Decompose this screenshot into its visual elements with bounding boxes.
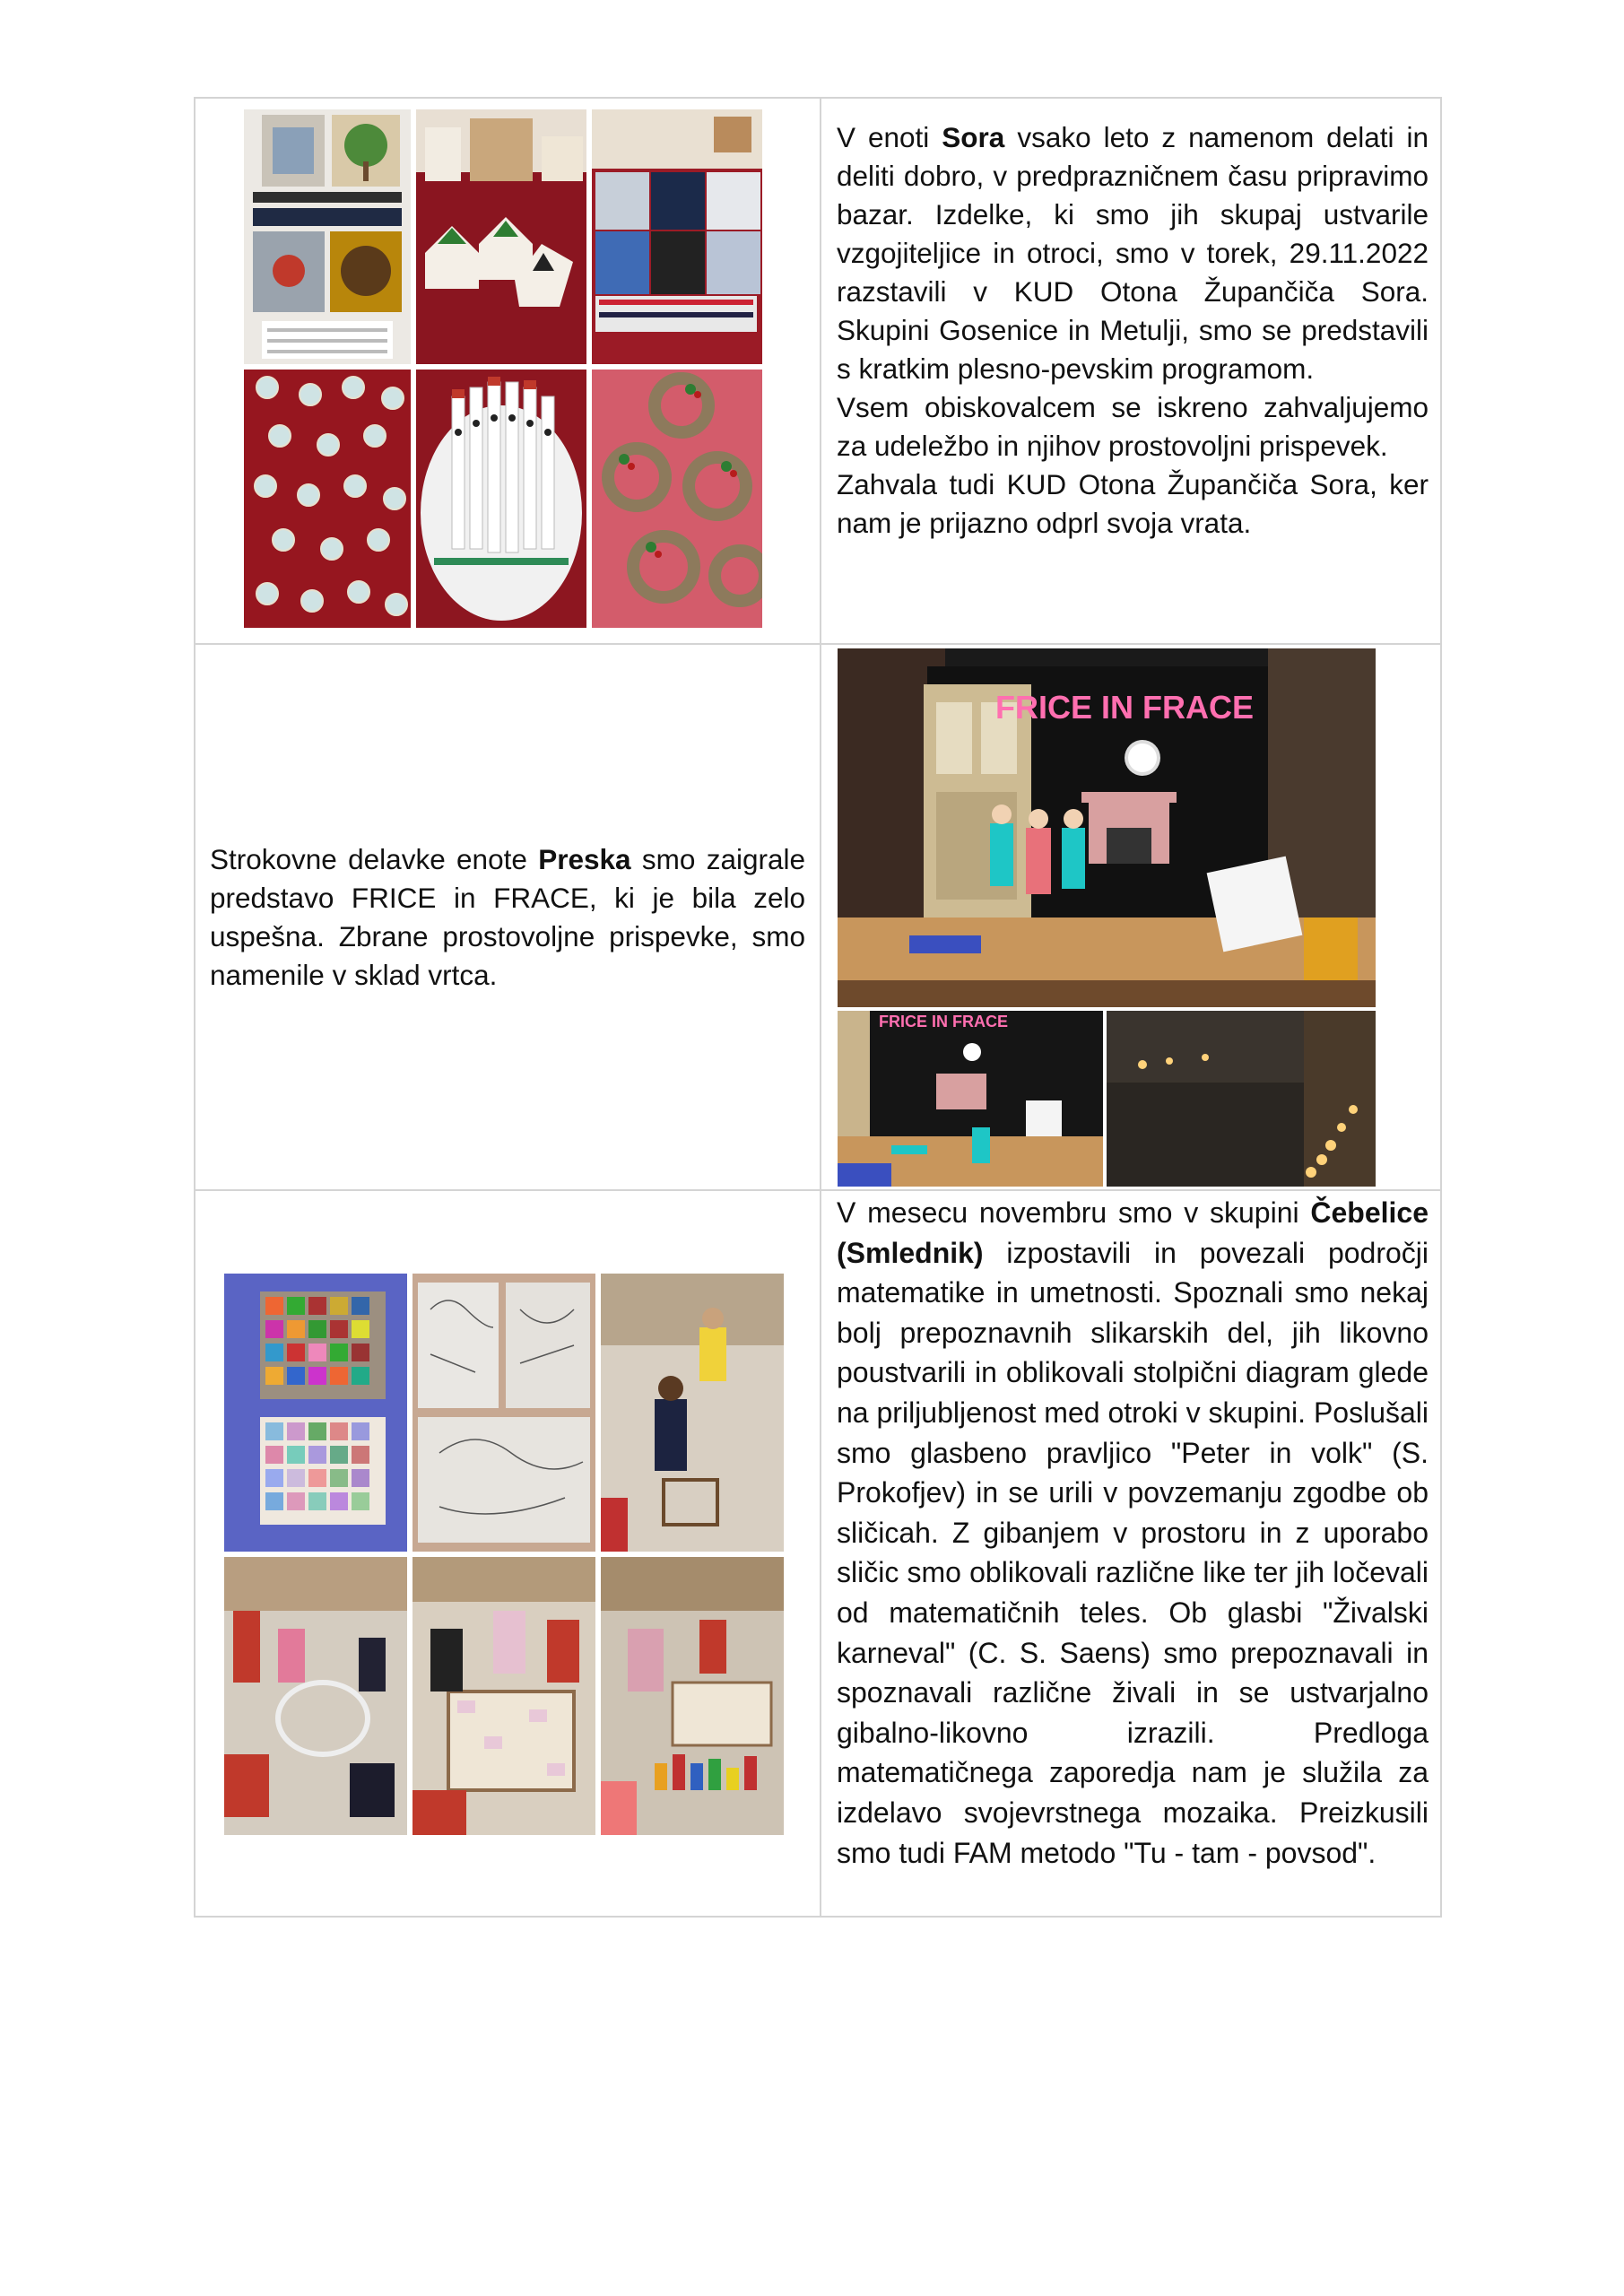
cebelice-photo-collage: [195, 1191, 820, 1916]
photo-ornaments: [244, 370, 411, 628]
row-cebelice: [195, 1189, 1440, 1916]
photo-wreaths: [592, 370, 762, 628]
sora-text-cell: [821, 99, 1440, 643]
sora-paragraph-1: V enoti Sora vsako leto z namenom delati in deliti dobro, v predprazničnem času pripravimo bazar. Izdelke, ki smo jih skupaj ustvarile vzgojiteljice in otroci, smo v torek, 29.11.2022 razstavili v KUD Otona Župančiča Sora. Skupini Gosenice in Metulji, smo se predstavili s kratkim plesno-pevskim programom.: [837, 121, 1429, 385]
cebelice-text: [837, 1193, 1429, 1873]
cebelice-text-cell: [821, 1191, 1440, 1916]
photo-stage-performance: [838, 648, 1376, 1007]
photo-basket-crafts: [416, 370, 586, 628]
photo-christmas-cards: [416, 109, 586, 364]
photo-fabric-items: [592, 109, 762, 364]
sora-paragraph-2: Vsem obiskovalcem se iskreno zahvaljujemo za udeležbo in njihov prostovoljni prispevek.: [837, 391, 1429, 462]
preska-text: [210, 840, 805, 995]
photo-blocks: [601, 1557, 784, 1835]
photo-stage-small: [838, 1011, 1103, 1187]
row-preska: [195, 643, 1440, 1189]
stage-sign-small: FRICE IN FRACE: [879, 1013, 1008, 1031]
preska-paragraph: Strokovne delavke enote Preska smo zaigrale predstavo FRICE in FRACE, ki je bila zelo uspešna. Zbrane prostovoljne prispevke, smo namenile v sklad vrtca.: [210, 843, 806, 991]
sora-paragraph-3: Zahvala tudi KUD Otona Župančiča Sora, ker nam je prijazno odprl svoja vrata.: [837, 468, 1429, 539]
sora-text: [837, 118, 1429, 543]
photo-drawings: [413, 1274, 595, 1552]
photo-floor-circle: [224, 1557, 407, 1835]
stage-sign: FRICE IN FRACE: [995, 689, 1254, 726]
preska-photo-collage: [821, 645, 1440, 1189]
preska-text-cell: [195, 645, 820, 1189]
cebelice-paragraph: V mesecu novembru smo v skupini Čebelice (Smlednik) izpostavili in povezali področji matematike in umetnosti. Spoznali smo nekaj bolj prepoznavnih slikarskih del, jih likovno poustvarili in oblikovali stolpični diagram glede na priljubljenost med otroki v skupini. Poslušali smo glasbeno pravljico "Peter in volk" (S. Prokofjev) in se urili v povzemanju zgodbe ob sličicah. Z gibanjem v prostoru in z uporabo sličic smo oblikovali različne like ter jih ločevali od matematičnih teles. Ob glasbi "Živalski karneval" (C. S. Saens) smo prepoznavali in spoznavali različne živali in se ustvarjalno gibalno-likovno izrazili. Predloga matematičnega zaporedja nam je služila za izdelavo svojevrstnega mozaika. Preizkusili smo tudi FAM metodo "Tu - tam - povsod".: [837, 1196, 1429, 1869]
photo-mosaic: [224, 1274, 407, 1552]
row-sora: [195, 99, 1440, 643]
photo-calendar-crafts: [244, 109, 411, 364]
sora-photo-collage: [195, 99, 820, 643]
content-table: [194, 97, 1442, 1918]
photo-floor-board: [413, 1557, 595, 1835]
photo-hopscotch: [601, 1274, 784, 1552]
photo-candles: [1107, 1011, 1376, 1187]
